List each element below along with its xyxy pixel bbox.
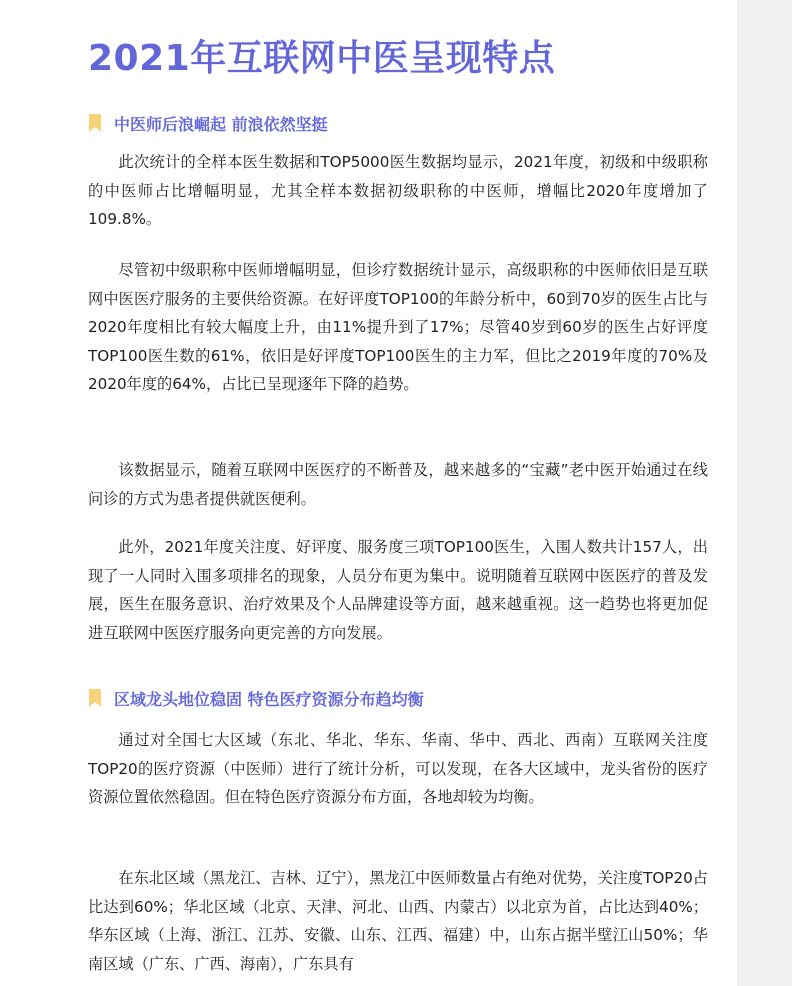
bookmark-icon — [88, 688, 102, 708]
section-heading-2 — [88, 686, 424, 710]
page-title: 2021年互联网中医呈现特点 — [88, 38, 556, 79]
section-heading-text: 区域龙头地位稳固 特色医疗资源分布趋均衡 — [114, 689, 424, 709]
bookmark-icon — [88, 113, 102, 133]
section-heading-1 — [88, 111, 328, 135]
paragraph: 在东北区域（黑龙江、吉林、辽宁），黑龙江中医师数量占有绝对优势，关注度TOP20占比达到60%；华北区域（北京、天津、河北、山西、内蒙古）以北京为首，占比达到40%；华东区域（上海、浙江、江苏、安徽、山东、江西、福建）中，山东占据半壁江山50%；华南区域（广东、广西、海南），广东具有 — [88, 869, 708, 973]
paragraph: 通过对全国七大区域（东北、华北、华东、华南、华中、西北、西南）互联网关注度TOP20的医疗资源（中医师）进行了统计分析，可以发现，在各大区域中，龙头省份的医疗资源位置依然稳固。但在特色医疗资源分布方面，各地却较为均衡。 — [88, 731, 708, 806]
paragraph: 此外，2021年度关注度、好评度、服务度三项TOP100医生，入围人数共计157人，出现了一人同时入围多项排名的现象，人员分布更为集中。说明随着互联网中医医疗的普及发展，医生在服务意识、治疗效果及个人品牌建设等方面，越来越重视。这一趋势也将更加促进互联网中医医疗服务向更完善的方向发展。 — [88, 538, 708, 642]
paragraph: 此次统计的全样本医生数据和TOP5000医生数据均显示，2021年度，初级和中级职称的中医师占比增幅明显，尤其全样本数据初级职称的中医师，增幅比2020年度增加了109.8%。 — [88, 153, 708, 228]
page-side-strip — [737, 0, 792, 986]
paragraph: 尽管初中级职称中医师增幅明显，但诊疗数据统计显示，高级职称的中医师依旧是互联网中医医疗服务的主要供给资源。在好评度TOP100的年龄分析中，60到70岁的医生占比与2020年度相比有较大幅度上升，由11%提升到了17%；尽管40岁到60岁的医生占好评度TOP100医生数的61%，依旧是好评度TOP100医生的主力军，但比之2019年度的70%及2020年度的64%，占比已呈现逐年下降的趋势。 — [88, 261, 708, 393]
section-heading-text: 中医师后浪崛起 前浪依然坚挺 — [114, 114, 328, 134]
paragraph: 该数据显示，随着互联网中医医疗的不断普及，越来越多的“宝藏”老中医开始通过在线问诊的方式为患者提供就医便利。 — [88, 461, 708, 508]
